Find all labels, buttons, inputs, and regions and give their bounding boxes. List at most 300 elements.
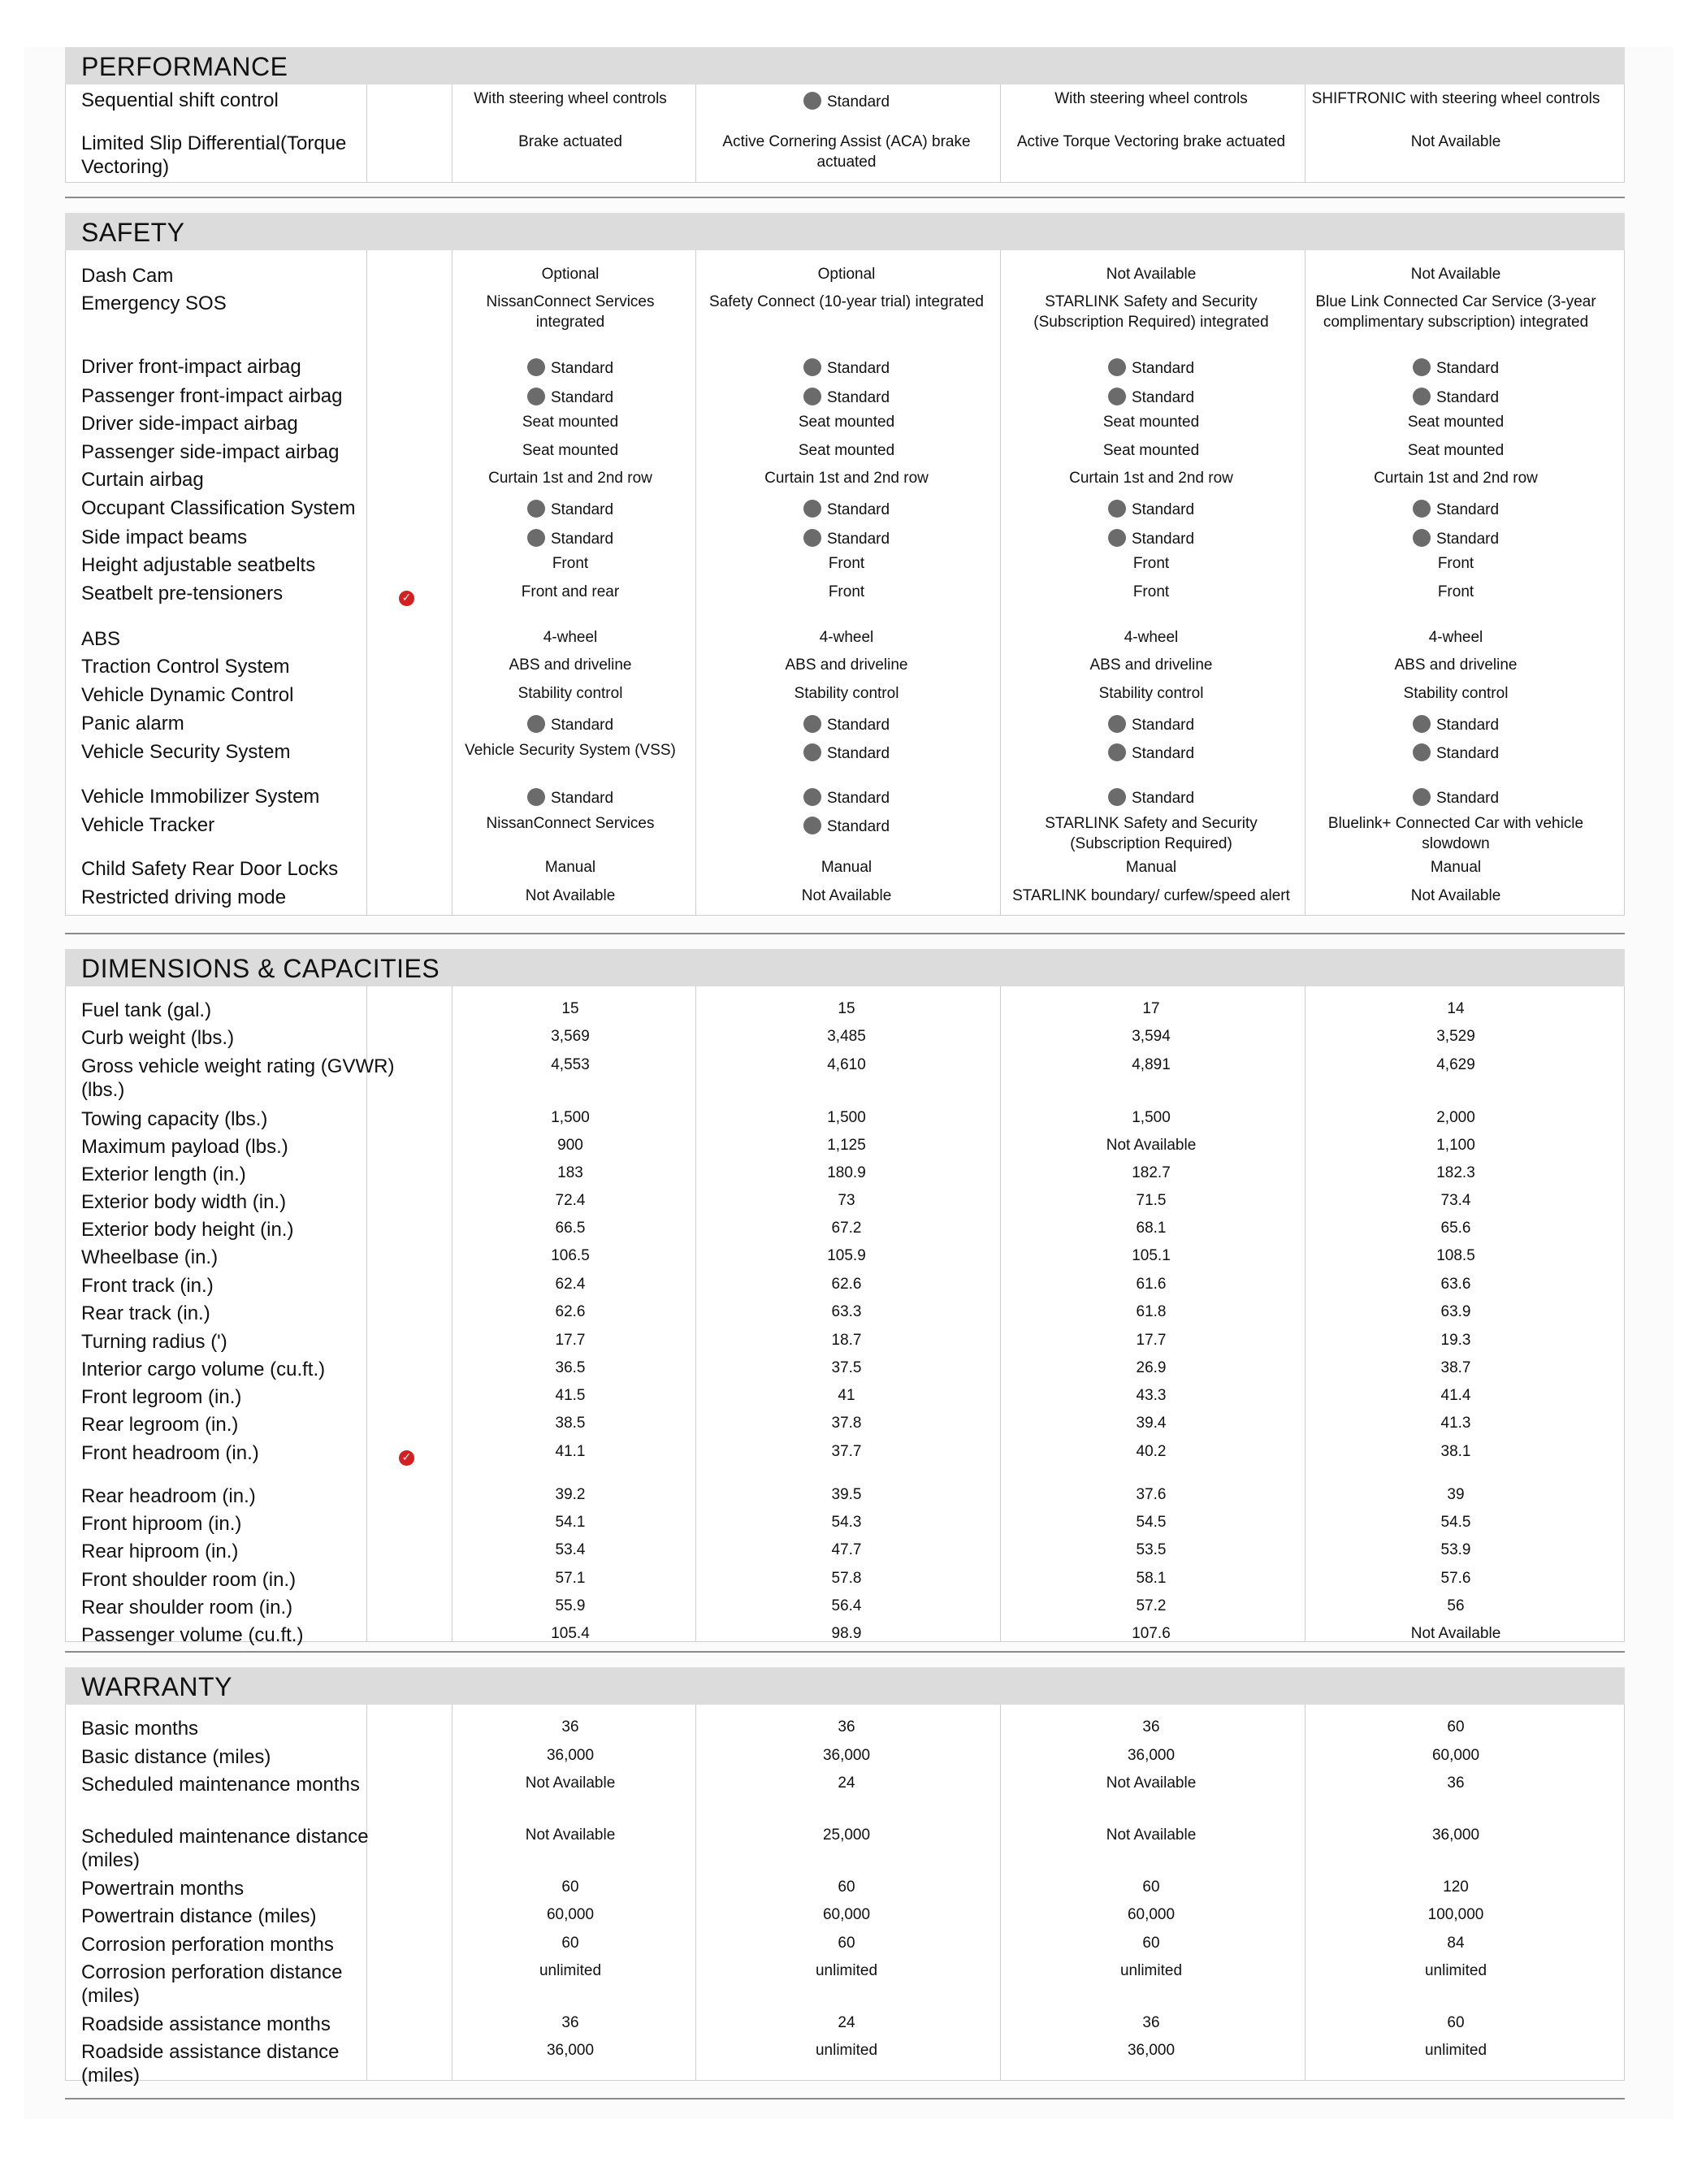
spec-value: ABS and driveline: [785, 656, 908, 674]
standard-dot-icon: [1108, 529, 1126, 547]
standard-dot-icon: [527, 529, 545, 547]
spec-cell: [1005, 1745, 1297, 1766]
row-label: Panic alarm: [81, 713, 184, 734]
spec-value: 105.1: [1132, 1247, 1171, 1264]
spec-value: Standard: [826, 790, 890, 807]
spec-value: Manual: [1125, 859, 1177, 876]
standard-dot-icon: [803, 743, 821, 761]
spec-cell: [1310, 1358, 1602, 1378]
spec-cell: [1005, 1274, 1297, 1294]
spec-value: Standard: [826, 745, 890, 762]
spec-value: 26.9: [1136, 1359, 1167, 1376]
spec-value: Stability control: [1098, 685, 1204, 702]
spec-value: Curtain 1st and 2nd row: [1374, 470, 1538, 487]
spec-value: ABS and driveline: [509, 656, 632, 674]
spec-cell: [457, 1773, 684, 1793]
spec-value: 60: [838, 1935, 855, 1952]
spec-cell: [1310, 1512, 1602, 1532]
spec-cell: [457, 553, 684, 574]
spec-value: 41.3: [1440, 1415, 1471, 1432]
spec-cell: [457, 857, 684, 878]
spec-value: Standard: [1435, 501, 1500, 518]
spec-cell: [457, 1190, 684, 1211]
row-label: Passenger side-impact airbag: [81, 441, 340, 463]
spec-value: Seat mounted: [522, 414, 619, 431]
spec-value: Not Available: [1410, 133, 1501, 150]
spec-value: 60,000: [1127, 1906, 1176, 1923]
spec-value: NissanConnect Services integrated: [486, 293, 655, 331]
spec-value: Standard: [550, 360, 614, 377]
spec-value: 105.4: [551, 1625, 590, 1642]
spec-cell: [457, 89, 684, 109]
spec-cell: [1005, 1596, 1297, 1616]
spec-value: 120: [1443, 1878, 1469, 1896]
spec-value: 61.6: [1136, 1276, 1167, 1293]
spec-value: 56: [1447, 1597, 1465, 1614]
row-label: Dash Cam: [81, 265, 174, 287]
spec-cell: [700, 1877, 993, 1897]
spec-value: 60: [1142, 1878, 1160, 1896]
row-label: Curtain airbag: [81, 469, 204, 491]
spec-value: 60,000: [546, 1906, 595, 1923]
spec-value: 37.6: [1136, 1486, 1167, 1503]
spec-cell: [1005, 627, 1297, 648]
spec-value: 36,000: [822, 1747, 871, 1764]
spec-value: ABS and driveline: [1394, 656, 1518, 674]
spec-value: Blue Link Connected Car Service (3-year complimentary subscription) integrated: [1315, 293, 1596, 331]
standard-dot-icon: [527, 358, 545, 376]
spec-value: 38.1: [1440, 1443, 1471, 1460]
spec-value: 67.2: [831, 1220, 862, 1237]
row-label: Roadside assistance months: [81, 2013, 331, 2035]
spec-cell: [700, 1745, 993, 1766]
spec-cell: [1005, 1302, 1297, 1322]
spec-value: Seat mounted: [1407, 442, 1505, 459]
spec-value: 36,000: [546, 1747, 595, 1764]
section-warranty: [65, 1667, 1625, 2086]
spec-value: 60: [561, 1935, 579, 1952]
spec-value: Front: [828, 583, 865, 600]
spec-value: 108.5: [1436, 1247, 1475, 1264]
section-separator: [65, 197, 1625, 198]
spec-value: Seat mounted: [1407, 414, 1505, 431]
spec-value: 41.4: [1440, 1387, 1471, 1404]
spec-value: 900: [557, 1137, 583, 1154]
spec-value: NissanConnect Services: [486, 815, 655, 832]
spec-cell: [1005, 886, 1297, 906]
spec-cell: [1310, 1717, 1602, 1737]
spec-value: 36: [1142, 1718, 1160, 1736]
spec-value: 3,594: [1132, 1028, 1171, 1045]
spec-value: Standard: [1435, 389, 1500, 406]
spec-value: 53.4: [555, 1541, 586, 1558]
spec-value: 41: [838, 1387, 855, 1404]
section-header: [65, 213, 1625, 250]
spec-value: 63.3: [831, 1303, 862, 1320]
spec-cell: [1005, 440, 1297, 461]
spec-value: Standard: [1131, 717, 1195, 734]
standard-dot-icon: [803, 500, 821, 518]
row-label: Front shoulder room (in.): [81, 1569, 297, 1591]
spec-cell: [1310, 1933, 1602, 1953]
spec-cell: [700, 1512, 993, 1532]
spec-cell: [1005, 1413, 1297, 1433]
spec-value: Not Available: [525, 1826, 616, 1844]
spec-value: 105.9: [827, 1247, 866, 1264]
column-divider: [695, 84, 696, 182]
standard-dot-icon: [527, 500, 545, 518]
spec-cell: [1310, 264, 1602, 284]
spec-value: 183: [557, 1164, 583, 1181]
spec-cell: [1005, 1540, 1297, 1560]
spec-cell: [457, 529, 684, 549]
row-label: Child Safety Rear Door Locks: [81, 858, 339, 880]
spec-cell: [700, 500, 993, 520]
spec-value: 43.3: [1136, 1387, 1167, 1404]
spec-cell: [1005, 1904, 1297, 1925]
column-divider: [1000, 84, 1001, 182]
spec-cell: [700, 1568, 993, 1588]
row-label: Gross vehicle weight rating (GVWR) (lbs.): [81, 1055, 395, 1101]
spec-value: Standard: [1435, 745, 1500, 762]
spec-cell: [700, 1026, 993, 1046]
spec-value: With steering wheel controls: [1054, 90, 1248, 107]
spec-value: 36,000: [546, 2042, 595, 2059]
spec-value: Brake actuated: [518, 133, 622, 150]
spec-value: Bluelink+ Connected Car with vehicle slowdown: [1327, 815, 1584, 852]
spec-value: 25,000: [822, 1826, 871, 1844]
spec-cell: [457, 1512, 684, 1532]
spec-value: 57.2: [1136, 1597, 1167, 1614]
spec-cell: [700, 1302, 993, 1322]
standard-dot-icon: [527, 788, 545, 806]
column-divider: [1000, 1705, 1001, 2080]
spec-cell: [457, 1302, 684, 1322]
spec-cell: [1005, 1961, 1297, 1981]
spec-cell: [700, 1246, 993, 1266]
section-title: SAFETY: [81, 218, 185, 247]
spec-value: 72.4: [555, 1192, 586, 1209]
spec-cell: [457, 500, 684, 520]
spec-cell: [1005, 1877, 1297, 1897]
spec-value: Not Available: [525, 1774, 616, 1792]
spec-value: 36: [1142, 2014, 1160, 2031]
section-title: WARRANTY: [81, 1672, 232, 1701]
section-dimensions-capacities: [65, 949, 1625, 1646]
spec-cell: [1310, 1385, 1602, 1406]
spec-value: Seat mounted: [798, 414, 895, 431]
section-header: [65, 1667, 1625, 1705]
spec-value: Not Available: [1106, 1137, 1197, 1154]
spec-cell: [1005, 1026, 1297, 1046]
row-label: Restricted driving mode: [81, 886, 287, 908]
spec-value: 40.2: [1136, 1443, 1167, 1460]
spec-cell: [1310, 1773, 1602, 1793]
spec-cell: [1310, 1026, 1602, 1046]
spec-value: 3,529: [1436, 1028, 1475, 1045]
spec-value: 1,500: [1132, 1109, 1171, 1126]
spec-cell: [1005, 89, 1297, 109]
spec-value: 1,125: [827, 1137, 866, 1154]
spec-cell: [457, 1163, 684, 1183]
standard-dot-icon: [527, 715, 545, 733]
spec-value: 19.3: [1440, 1332, 1471, 1349]
spec-cell: [700, 1135, 993, 1155]
spec-cell: [1005, 500, 1297, 520]
spec-value: Curtain 1st and 2nd row: [1069, 470, 1233, 487]
spec-value: 73.4: [1440, 1192, 1471, 1209]
spec-value: 60,000: [822, 1906, 871, 1923]
spec-cell: [1310, 553, 1602, 574]
spec-value: Not Available: [1410, 1625, 1501, 1642]
spec-value: 98.9: [831, 1625, 862, 1642]
spec-cell: [700, 1717, 993, 1737]
spec-cell: [1310, 89, 1602, 109]
spec-cell: [1310, 1745, 1602, 1766]
spec-cell: [1310, 2013, 1602, 2033]
row-label: Powertrain distance (miles): [81, 1905, 317, 1927]
checkmark-icon: ✓: [399, 591, 414, 606]
standard-dot-icon: [1108, 388, 1126, 405]
spec-cell: [1005, 999, 1297, 1019]
spec-cell: [1005, 2013, 1297, 2033]
spec-value: Not Available: [1410, 266, 1501, 283]
spec-cell: [1005, 1246, 1297, 1266]
row-label: Sequential shift control: [81, 89, 279, 111]
spec-cell: [1005, 1484, 1297, 1505]
spec-value: 58.1: [1136, 1570, 1167, 1587]
spec-value: Seat mounted: [798, 442, 895, 459]
spec-value: 36,000: [1431, 1826, 1480, 1844]
spec-cell: [1310, 1163, 1602, 1183]
spec-cell: [457, 1218, 684, 1238]
row-label: Maximum payload (lbs.): [81, 1136, 288, 1158]
row-label: Exterior length (in.): [81, 1164, 246, 1185]
row-label: Vehicle Dynamic Control: [81, 684, 294, 706]
spec-value: Curtain 1st and 2nd row: [764, 470, 929, 487]
spec-value: 60: [1447, 2014, 1465, 2031]
spec-value: 54.5: [1136, 1514, 1167, 1531]
spec-value: 4,553: [551, 1056, 590, 1073]
row-label: Seatbelt pre-tensioners: [81, 583, 284, 604]
spec-value: 37.5: [831, 1359, 862, 1376]
spec-value: 55.9: [555, 1597, 586, 1614]
spec-value: 3,569: [551, 1028, 590, 1045]
spec-value: 39.4: [1136, 1415, 1167, 1432]
spec-value: 57.8: [831, 1570, 862, 1587]
spec-cell: [1310, 1246, 1602, 1266]
spec-value: 60: [561, 1878, 579, 1896]
spec-cell: [457, 1026, 684, 1046]
spec-cell: [700, 1190, 993, 1211]
spec-cell: [1310, 440, 1602, 461]
row-label: Wheelbase (in.): [81, 1246, 219, 1268]
spec-value: 71.5: [1136, 1192, 1167, 1209]
section-separator: [65, 2098, 1625, 2100]
row-label: Towing capacity (lbs.): [81, 1108, 268, 1130]
spec-value: 65.6: [1440, 1220, 1471, 1237]
spec-value: 15: [561, 1000, 579, 1017]
row-label: Passenger volume (cu.ft.): [81, 1624, 304, 1646]
spec-value: 62.6: [555, 1303, 586, 1320]
spec-value: 57.6: [1440, 1570, 1471, 1587]
column-divider: [1000, 250, 1001, 915]
spec-value: 36: [561, 1718, 579, 1736]
section-title: DIMENSIONS & CAPACITIES: [81, 954, 440, 983]
spec-value: 15: [838, 1000, 855, 1017]
spec-value: 17.7: [555, 1332, 586, 1349]
spec-value: 4-wheel: [819, 629, 874, 646]
spec-cell: [1005, 553, 1297, 574]
spec-value: 4,610: [827, 1056, 866, 1073]
spec-value: 61.8: [1136, 1303, 1167, 1320]
spec-value: 66.5: [555, 1220, 586, 1237]
spec-value: Manual: [1430, 859, 1482, 876]
spec-cell: [700, 1933, 993, 1953]
row-label: Driver side-impact airbag: [81, 413, 298, 435]
spec-cell: [457, 1825, 684, 1845]
row-label: Height adjustable seatbelts: [81, 554, 316, 576]
spec-cell: [1310, 500, 1602, 520]
spec-value: Seat mounted: [1102, 414, 1200, 431]
spec-value: Front: [1132, 583, 1170, 600]
spec-value: Standard: [1435, 717, 1500, 734]
spec-value: unlimited: [815, 2042, 878, 2059]
standard-dot-icon: [803, 92, 821, 110]
spec-cell: [700, 1358, 993, 1378]
spec-cell: [1005, 582, 1297, 602]
spec-value: unlimited: [1119, 1962, 1183, 1979]
spec-value: 24: [838, 2014, 855, 2031]
spec-cell: [1310, 1055, 1602, 1075]
spec-cell: [1310, 857, 1602, 878]
spec-value: Standard: [826, 501, 890, 518]
spec-value: Not Available: [525, 887, 616, 904]
spec-cell: [1310, 1441, 1602, 1462]
row-label: Emergency SOS: [81, 292, 227, 314]
spec-value: unlimited: [539, 1962, 602, 1979]
spec-cell: [1005, 358, 1297, 379]
standard-dot-icon: [803, 817, 821, 834]
spec-cell: [700, 1540, 993, 1560]
spec-value: 36: [561, 2014, 579, 2031]
spec-value: Active Torque Vectoring brake actuated: [1016, 133, 1286, 150]
spec-cell: [1310, 743, 1602, 764]
spec-cell: [457, 132, 684, 152]
spec-cell: [700, 1055, 993, 1075]
spec-value: Front: [1437, 555, 1474, 572]
spec-cell: [457, 813, 684, 834]
standard-dot-icon: [527, 388, 545, 405]
spec-value: Standard: [1131, 501, 1195, 518]
spec-value: 4,629: [1436, 1056, 1475, 1073]
spec-value: Not Available: [1106, 1774, 1197, 1792]
spec-value: Not Available: [1106, 1826, 1197, 1844]
spec-cell: [457, 1135, 684, 1155]
spec-cell: [457, 292, 684, 332]
standard-dot-icon: [1413, 715, 1431, 733]
spec-cell: [1310, 358, 1602, 379]
spec-value: 4-wheel: [1428, 629, 1483, 646]
column-divider: [695, 1705, 696, 2080]
spec-cell: [700, 1163, 993, 1183]
spec-cell: [1005, 1568, 1297, 1588]
spec-cell: [1310, 683, 1602, 704]
spec-value: 36,000: [1127, 2042, 1176, 2059]
spec-cell: [457, 788, 684, 808]
spec-cell: [700, 1274, 993, 1294]
standard-dot-icon: [1413, 388, 1431, 405]
standard-dot-icon: [803, 529, 821, 547]
row-label: Corrosion perforation distance (miles): [81, 1961, 343, 2007]
row-label: Traction Control System: [81, 656, 290, 678]
spec-cell: [700, 553, 993, 574]
section-header: [65, 949, 1625, 986]
spec-value: ABS and driveline: [1089, 656, 1213, 674]
spec-cell: [457, 440, 684, 461]
spec-cell: [700, 92, 993, 112]
spec-cell: [700, 1484, 993, 1505]
spec-value: 18.7: [831, 1332, 862, 1349]
standard-dot-icon: [1413, 500, 1431, 518]
spec-value: Standard: [1131, 389, 1195, 406]
row-label: Turning radius ('): [81, 1331, 227, 1353]
spec-value: 36: [838, 1718, 855, 1736]
spec-value: 53.9: [1440, 1541, 1471, 1558]
spec-value: 17: [1142, 1000, 1160, 1017]
spec-cell: [700, 1330, 993, 1350]
spec-cell: [1005, 743, 1297, 764]
spec-value: 47.7: [831, 1541, 862, 1558]
spec-cell: [457, 683, 684, 704]
spec-value: STARLINK Safety and Security (Subscription Required): [1045, 815, 1258, 852]
standard-dot-icon: [1413, 743, 1431, 761]
spec-value: 62.6: [831, 1276, 862, 1293]
spec-value: Vehicle Security System (VSS): [465, 742, 676, 759]
spec-value: Standard: [826, 531, 890, 548]
spec-cell: [700, 1623, 993, 1644]
spec-cell: [1310, 1568, 1602, 1588]
spec-value: Safety Connect (10-year trial) integrated: [709, 293, 984, 310]
spec-cell: [1005, 813, 1297, 854]
spec-value: 39.2: [555, 1486, 586, 1503]
row-label: Passenger front-impact airbag: [81, 385, 343, 407]
row-label: Rear shoulder room (in.): [81, 1597, 293, 1618]
spec-cell: [700, 1385, 993, 1406]
column-divider: [1000, 986, 1001, 1641]
standard-dot-icon: [803, 358, 821, 376]
spec-cell: [700, 1773, 993, 1793]
row-label: Driver front-impact airbag: [81, 356, 301, 378]
spec-cell: [1310, 788, 1602, 808]
spec-value: Front: [1132, 555, 1170, 572]
spec-cell: [700, 886, 993, 906]
spec-cell: [457, 1055, 684, 1075]
spec-value: 73: [838, 1192, 855, 1209]
spec-value: 4-wheel: [543, 629, 598, 646]
spec-cell: [1310, 132, 1602, 152]
spec-cell: [1005, 264, 1297, 284]
standard-dot-icon: [803, 715, 821, 733]
spec-cell: [1310, 1540, 1602, 1560]
row-label: Interior cargo volume (cu.ft.): [81, 1358, 326, 1380]
spec-cell: [700, 1413, 993, 1433]
spec-cell: [1310, 813, 1602, 854]
spec-value: 56.4: [831, 1597, 862, 1614]
spec-cell: [1310, 2040, 1602, 2060]
spec-cell: [457, 1274, 684, 1294]
spec-cell: [1005, 1358, 1297, 1378]
